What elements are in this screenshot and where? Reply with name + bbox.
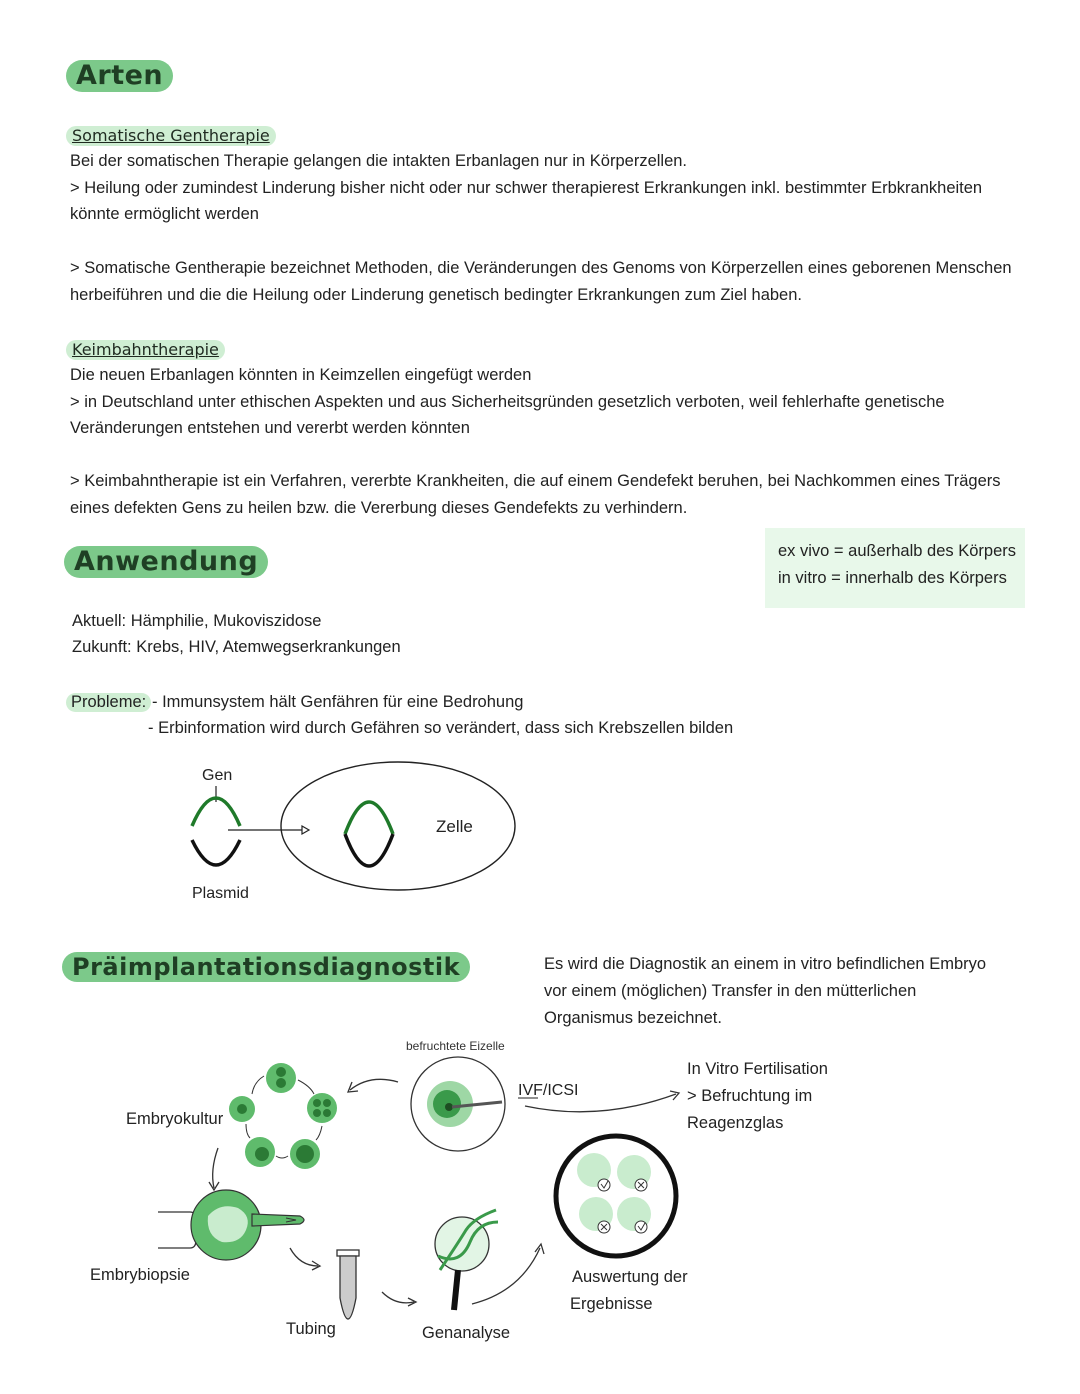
biopsy-label: Embrybiopsie	[90, 1266, 190, 1284]
problem-2: - Erbinformation wird durch Gefähren so verändert, dass sich Krebszellen bilden	[148, 719, 734, 737]
germline-def-line-2: eines defekten Gens zu heilen bzw. die Vererbung dieses Gendefekts zu verhindern.	[70, 498, 688, 517]
culture-to-biopsy-arrow	[213, 1148, 218, 1188]
gene-transfer-diagram	[170, 760, 530, 910]
ivf-note-1: In Vitro Fertilisation	[687, 1060, 828, 1078]
egg-to-culture-arrow	[350, 1079, 398, 1090]
germline-line-1: Die neuen Erbanlagen könnten in Keimzellen eingefügt werden	[70, 366, 532, 384]
culture-label: Embryokultur	[126, 1110, 224, 1128]
cell-plasmid-arc-icon	[345, 834, 393, 866]
analysis-label: Genanalyse	[422, 1324, 511, 1342]
embryo-biopsy-icon	[158, 1190, 304, 1260]
plasmid-label: Plasmid	[192, 885, 249, 902]
plasmid-arc-icon	[192, 840, 240, 865]
tube-icon	[337, 1250, 359, 1319]
cell-gene-arc-icon	[345, 802, 393, 834]
heading-arten: Arten	[66, 60, 173, 92]
ivf-note-3: Reagenzglas	[687, 1114, 784, 1132]
germline-line-2: > in Deutschland unter ethischen Aspekten und aus Sicherheitsgründen gesetzlich verboten, weil fehlerhafte genetische	[70, 392, 945, 411]
note-line-2: in vitro = innerhalb des Körpers	[778, 569, 1007, 587]
pid-def-line-3: Organismus bezeichnet.	[544, 1009, 722, 1027]
pid-def-line-2: vor einem (möglichen) Transfer in den mütterlichen	[544, 982, 917, 1000]
ivf-label: IVF/ICSI	[518, 1082, 579, 1099]
fertilized-egg-icon	[411, 1057, 505, 1151]
pid-process-diagram	[0, 1030, 1080, 1360]
heading-anwendung: Anwendung	[64, 546, 268, 578]
somatic-def-line-1: > Somatische Gentherapie bezeichnet Methoden, die Veränderungen des Genoms von Körperzellen eines geborenen Menschen	[70, 259, 1012, 277]
germline-def-line-1: > Keimbahntherapie ist ein Verfahren, vererbte Krankheiten, die auf einem Gendefekt beruhen, bei Nachkommen eines Trägers	[70, 472, 1001, 490]
embryo-culture-icon	[229, 1063, 337, 1169]
problem-1: - Immunsystem hält Genfähren für eine Bedrohung	[152, 693, 524, 711]
subheading-germline: Keimbahntherapie	[66, 340, 225, 360]
note-box	[765, 528, 1025, 608]
note-line-1: ex vivo = außerhalb des Körpers	[778, 542, 1017, 560]
somatic-text	[70, 148, 1030, 228]
cell-label: Zelle	[436, 817, 473, 836]
evaluation-dish-icon	[556, 1136, 676, 1256]
tubing-label: Tubing	[286, 1320, 336, 1338]
problems-label: Probleme:	[66, 693, 151, 712]
somatic-line-3: könnte ermöglicht werden	[70, 205, 259, 223]
future-applications: Zukunft: Krebs, HIV, Atemwegserkrankungen	[72, 638, 401, 656]
egg-label: befruchtete Eizelle	[406, 1039, 505, 1053]
magnifier-dna-icon	[435, 1210, 498, 1310]
evaluation-label-2: Ergebnisse	[570, 1295, 653, 1313]
transfer-arrowhead-icon	[302, 826, 309, 834]
biopsy-to-tubing-arrow	[290, 1248, 318, 1266]
somatic-definition	[70, 255, 1030, 308]
germline-definition	[70, 468, 1030, 521]
heading-pid: Präimplantationsdiagnostik	[62, 952, 470, 982]
germline-text	[70, 362, 1030, 442]
ivf-note-2: > Befruchtung im	[687, 1087, 813, 1105]
cell-outline-icon	[281, 762, 515, 890]
somatic-def-line-2: herbeiführen und die die Heilung oder Linderung genetisch bedingter Erkrankungen zum Ziel haben.	[70, 285, 802, 304]
subheading-somatic: Somatische Gentherapie	[66, 126, 276, 146]
pid-def-line-1: Es wird die Diagnostik an einem in vitro befindlichen Embryo	[544, 955, 987, 973]
tubing-to-analysis-arrow	[382, 1292, 414, 1303]
current-applications: Aktuell: Hämphilie, Mukoviszidose	[72, 612, 322, 630]
evaluation-label-1: Auswertung der	[572, 1268, 688, 1286]
gene-label: Gen	[202, 767, 233, 784]
somatic-line-2: > Heilung oder zumindest Linderung bisher nicht oder nur schwer therapierest Erkrankungen inkl. bestimmter Erbkrankheiten	[70, 178, 983, 197]
gene-arc-icon	[192, 798, 240, 826]
somatic-line-1: Bei der somatischen Therapie gelangen die intakten Erbanlagen nur in Körperzellen.	[70, 152, 688, 170]
germline-line-3: Veränderungen entstehen und vererbt werden könnten	[70, 419, 470, 437]
